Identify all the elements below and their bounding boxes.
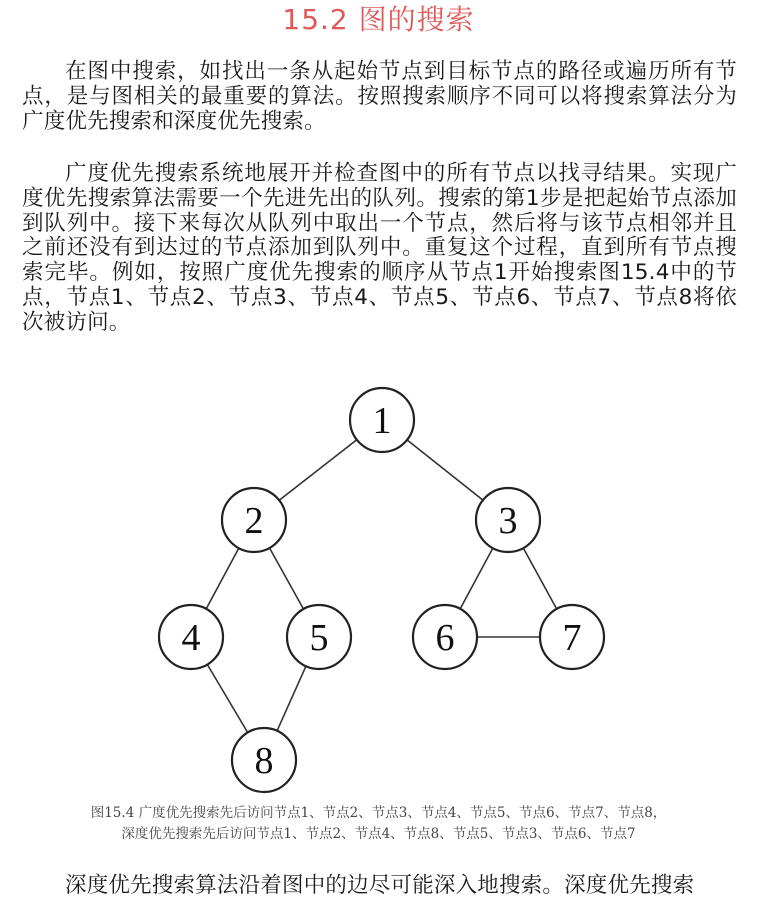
section-title: 15.2 图的搜索: [282, 3, 475, 36]
node-label: 6: [435, 617, 455, 659]
edge-5-8: [277, 666, 306, 731]
caption-line-1: 图15.4 广度优先搜索先后访问节点1、节点2、节点3、节点4、节点5、节点6、节点7、节点8，: [90, 805, 667, 821]
edge-3-7: [523, 548, 556, 609]
graph-node-1: [350, 388, 414, 452]
node-label: 5: [309, 617, 329, 659]
figure-caption: [0, 803, 757, 845]
edge-3-6: [460, 548, 493, 609]
paragraph-intro: 在图中搜索，如找出一条从起始节点到目标节点的路径或遍历所有节点，是与图相关的最重要的算法。按照搜索顺序不同可以将搜索算法分为广度优先搜索和深度优先搜索。: [22, 59, 737, 134]
graph-diagram: [0, 380, 757, 800]
graph-edges: [206, 440, 556, 733]
graph-node-6: [413, 605, 477, 669]
node-label: 2: [244, 500, 264, 542]
graph-node-4: [159, 605, 223, 669]
node-label: 3: [498, 500, 518, 542]
graph-node-8: [232, 728, 296, 792]
node-label: 4: [181, 617, 201, 659]
edge-2-4: [206, 548, 239, 609]
graph-node-2: [222, 488, 286, 552]
edge-2-5: [270, 548, 304, 609]
paragraph-bfs: 广度优先搜索系统地展开并检查图中的所有节点以找寻结果。实现广度优先搜索算法需要一个先进先出的队列。搜索的第1步是把起始节点添加到队列中。接下来每次从队列中取出一个节点，然后将与该节点相邻并且之前还没有到达过的节点添加到队列中。重复这个过程，直到所有节点搜索完毕。例如，按照广度优先搜索的顺序从节点1开始搜索图15.4中的节点，节点1、节点2、节点3、节点4、节点5、节点6、节点7、节点8将依次被访问。: [22, 161, 737, 335]
node-label: 8: [254, 740, 274, 782]
edge-1-2: [279, 440, 357, 501]
graph-nodes: [159, 388, 604, 792]
graph-node-5: [287, 605, 351, 669]
graph-node-7: [540, 605, 604, 669]
node-label: 7: [562, 617, 582, 659]
caption-line-2: 深度优先搜索先后访问节点1、节点2、节点4、节点8、节点5、节点3、节点6、节点7: [121, 826, 636, 842]
edge-1-3: [407, 440, 483, 500]
paragraph-dfs: 深度优先搜索算法沿着图中的边尽可能深入地搜索。深度优先搜索: [65, 873, 695, 898]
node-label: 1: [372, 400, 392, 442]
edge-4-8: [207, 665, 247, 733]
graph-node-3: [476, 488, 540, 552]
